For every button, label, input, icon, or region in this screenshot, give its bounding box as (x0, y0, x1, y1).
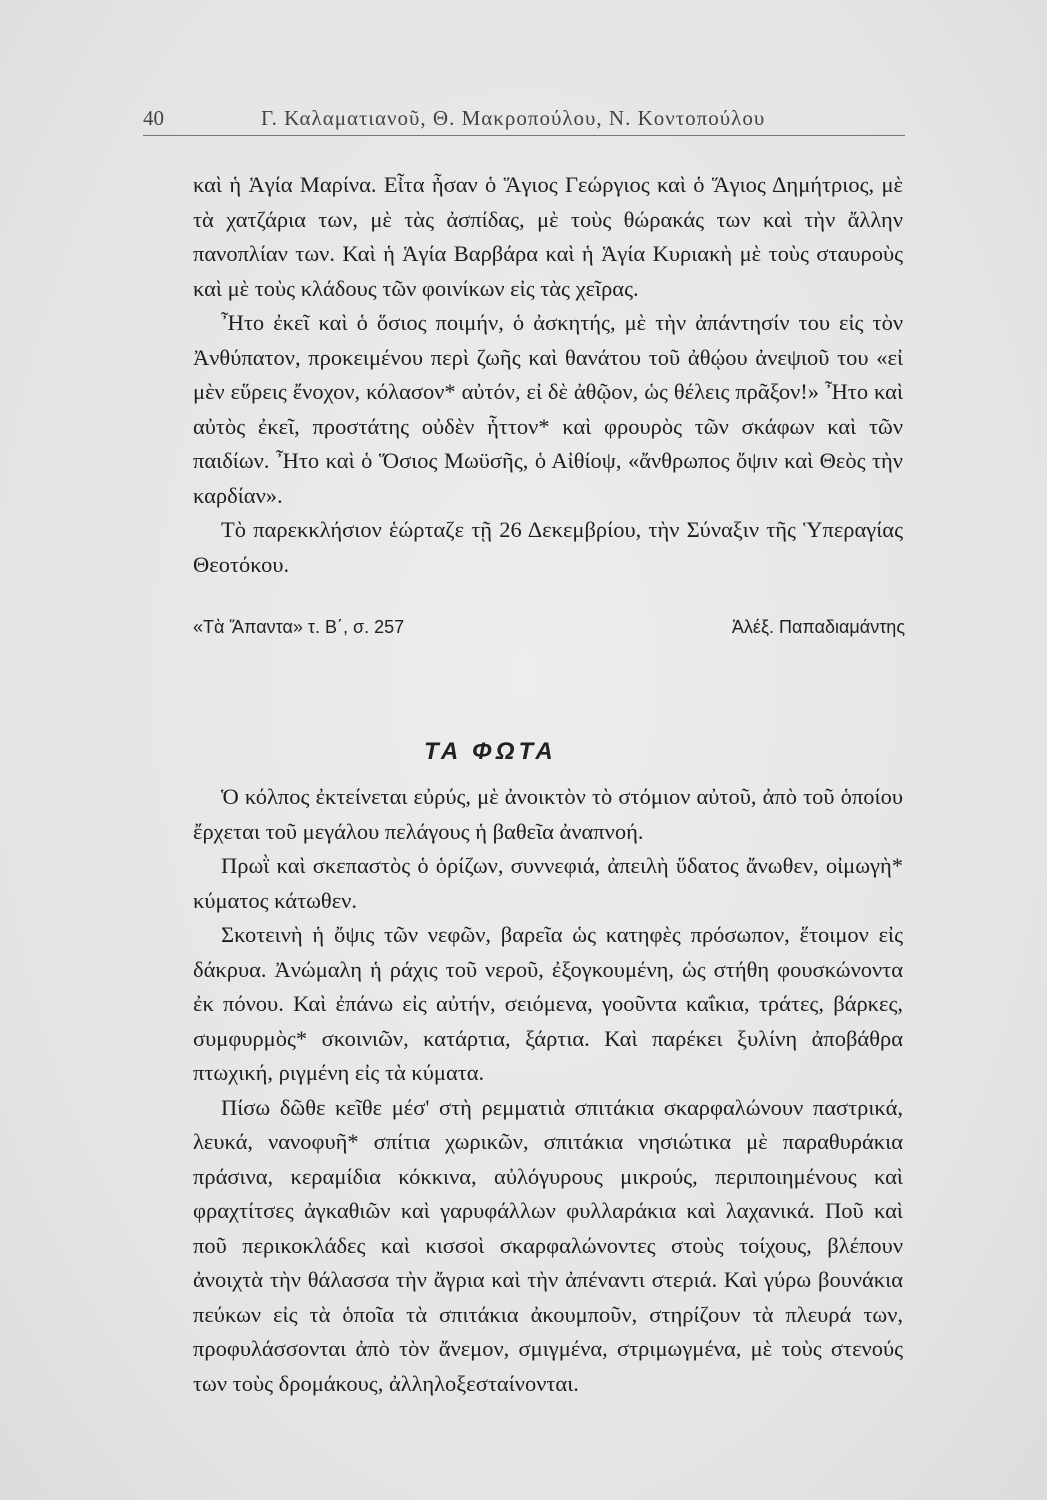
text-block-continuation (193, 168, 903, 582)
paragraph: Τὸ παρεκκλήσιον ἑώρταζε τῇ 26 Δεκεμβρίου, τὴν Σύναξιν τῆς Ὑπεραγίας Θεοτόκου. (193, 517, 903, 577)
running-head: Γ. Καλαματιανοῦ, Θ. Μακροπούλου, Ν. Κοντοπούλου (261, 106, 766, 130)
page-number: 40 (143, 106, 164, 130)
citation-source: «Τὰ Ἅπαντα» τ. Β΄, σ. 257 (193, 617, 405, 637)
citation-author: Ἀλέξ. Παπαδιαμάντης (731, 617, 905, 637)
text-block-section (193, 780, 903, 1401)
paragraph: καὶ ἡ Ἁγία Μαρίνα. Εἶτα ἦσαν ὁ Ἅγιος Γεώργιος καὶ ὁ Ἅγιος Δημήτριος, μὲ τὰ χατζάρια των, μὲ τὰς ἀσπίδας, μὲ τοὺς θώρακάς των καὶ τὴν ἄλλην πανοπλίαν των. Καὶ ἡ Ἁγία Βαρβάρα καὶ ἡ Ἁγία Κυριακὴ μὲ τοὺς σταυροὺς καὶ μὲ τοὺς κλάδους τῶν φοινίκων εἰς τὰς χεῖρας. (193, 172, 903, 301)
paragraph: Σκοτεινὴ ἡ ὄψις τῶν νεφῶν, βαρεῖα ὡς κατηφὲς πρόσωπον, ἕτοιμον εἰς δάκρυα. Ἀνώμαλη ἡ ράχις τοῦ νεροῦ, ἐξογκουμένη, ὡς στήθη φουσκώνοντα ἐκ πόνου. Καὶ ἐπάνω εἰς αὐτήν, σειόμενα, γοοῦντα καΐκια, τράτες, βάρκες, συμφυρμὸς* σκοινιῶν, κατάρτια, ξάρτια. Καὶ παρέκει ξυλίνη ἀποβάθρα πτωχική, ριγμένη εἰς τὰ κύματα. (193, 922, 903, 1085)
paragraph: Ἦτο ἐκεῖ καὶ ὁ ὅσιος ποιμήν, ὁ ἀσκητής, μὲ τὴν ἀπάντησίν του εἰς τὸν Ἀνθύπατον, προκειμένου περὶ ζωῆς καὶ θανάτου τοῦ ἀθῴου ἀνεψιοῦ του «εἰ μὲν εὕρεις ἔνοχον, κόλασον* αὐτόν, εἰ δὲ ἀθῷον, ὡς θέλεις πρᾶξον!» Ἦτο καὶ αὐτὸς ἐκεῖ, προστάτης οὐδὲν ἧττον* καὶ φρουρὸς τῶν σκάφων καὶ τῶν παιδίων. Ἦτο καὶ ὁ Ὅσιος Μωϋσῆς, ὁ Αἰθίοψ, «ἄνθρωπος ὄψιν καὶ Θεὸς τὴν καρδίαν». (193, 310, 903, 508)
paragraph: Πρωῒ καὶ σκεπαστὸς ὁ ὁρίζων, συννεφιά, ἀπειλὴ ὕδατος ἄνωθεν, οἰμωγὴ* κύματος κάτωθεν. (193, 853, 903, 913)
paragraph: Πίσω δῶθε κεῖθε μέσ' στὴ ρεμματιὰ σπιτάκια σκαρφαλώνουν παστρικά, λευκά, νανοφυῆ* σπίτια χωρικῶν, σπιτάκια νησιώτικα μὲ παραθυράκια πράσινα, κεραμίδια κόκκινα, αὐλόγυρους μικρούς, περιποιημένους καὶ φραχτίτσες ἀγκαθιῶν καὶ γαρυφάλλων φυλλαράκια καὶ λαχανικά. Ποῦ καὶ ποῦ περικοκλάδες καὶ κισσοὶ σκαρφαλώνοντες στοὺς τοίχους, βλέπουν ἀνοιχτὰ τὴν θάλασσα τὴν ἄγρια καὶ τὴν ἀπέναντι στεριά. Καὶ γύρω βουνάκια πεύκων εἰς τὰ ὁποῖα τὰ σπιτάκια ἀκουμποῦν, στηρίζουν τὰ πλευρά των, προφυλάσσονται ἀπὸ τὸν ἄνεμον, σμιγμένα, στριμωγμένα, μὲ τοὺς στενούς των τοὺς δρομάκους, ἀλληλοξεσταίνονται. (193, 1094, 903, 1396)
section-title: ΤΑ ΦΩΤΑ (424, 738, 557, 765)
header-rule (143, 135, 905, 136)
paragraph: Ὁ κόλπος ἐκτείνεται εὐρύς, μὲ ἀνοικτὸν τὸ στόμιον αὐτοῦ, ἀπὸ τοῦ ὁποίου ἔρχεται τοῦ μεγάλου πελάγους ἡ βαθεῖα ἀναπνοή. (193, 784, 903, 844)
